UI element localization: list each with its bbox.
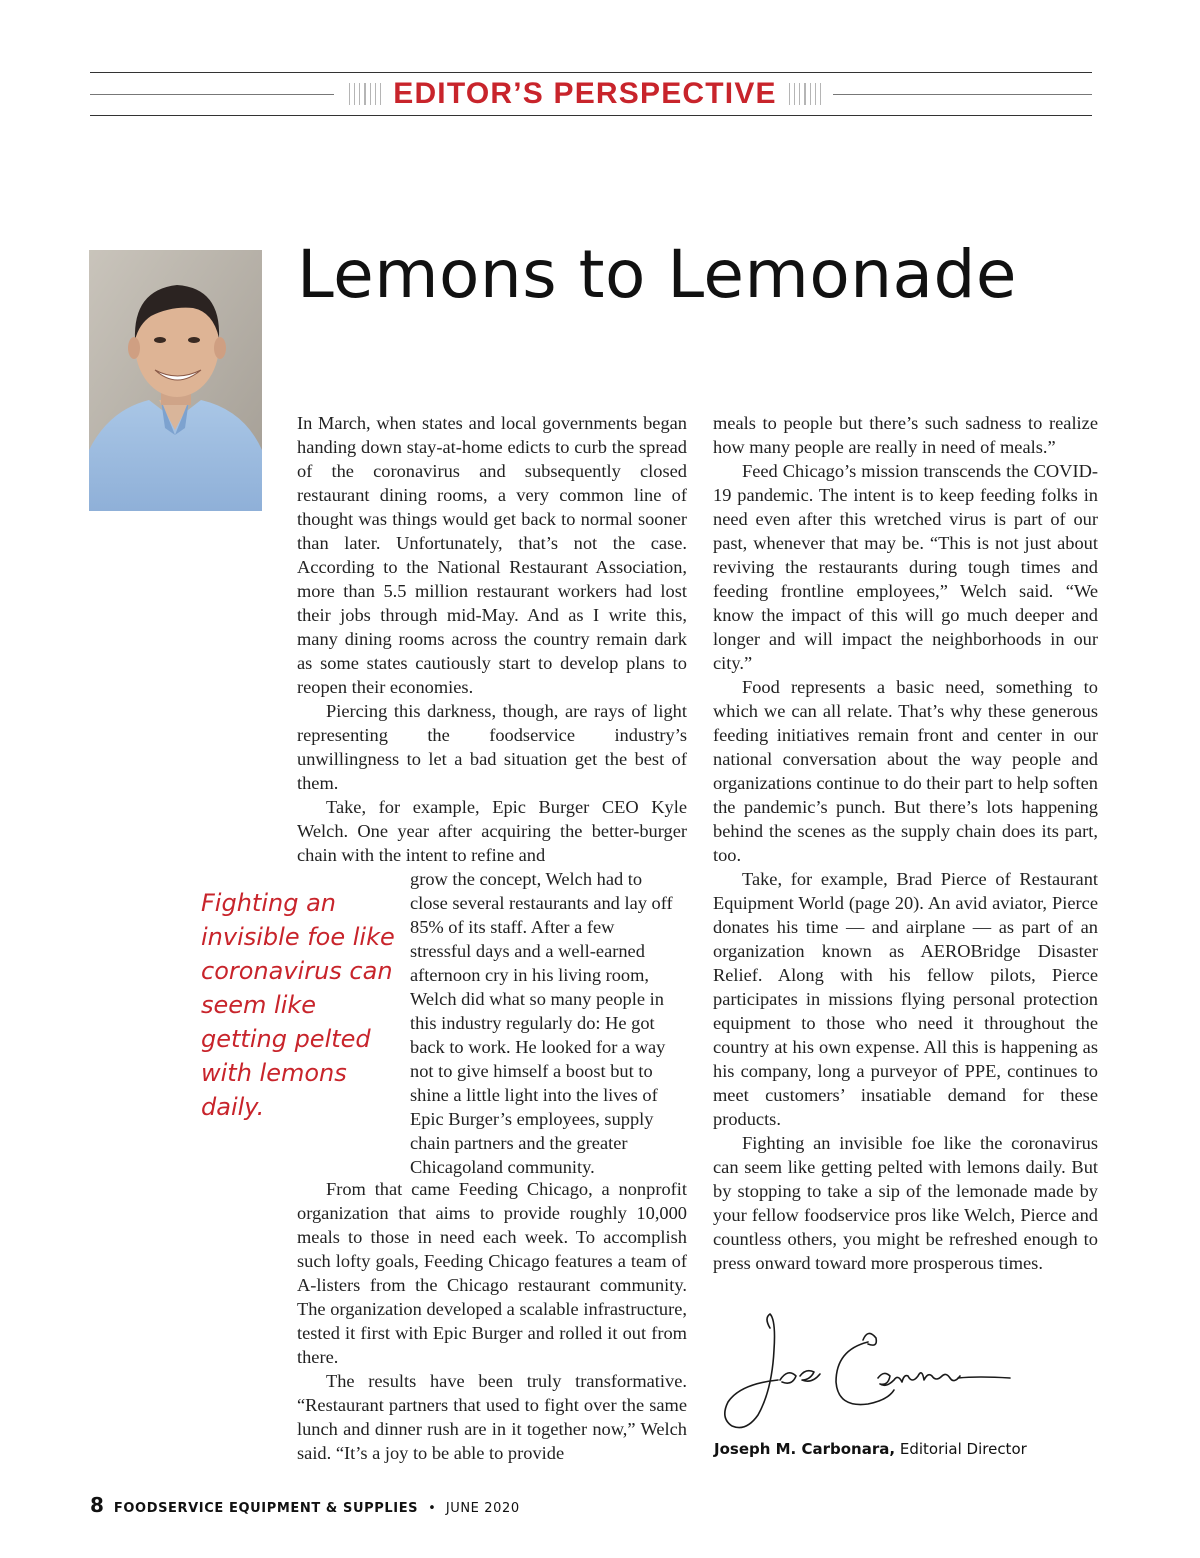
article-column-1-lower xyxy=(297,1177,687,1465)
header-tick-ornament-left xyxy=(349,83,381,105)
paragraph: Feed Chicago’s mission transcends the COVID-19 pandemic. The intent is to keep feeding folks in need even after this wretched virus is part of our past, whenever that may be. “This is not just about reviving the restaurants during tough times and feeding frontline employees,” Welch said. “We know the impact of this will go much deeper and longer and will impact the neighborhoods in our city.” xyxy=(713,461,1098,673)
handwritten-signature xyxy=(718,1310,1018,1435)
article-title: Lemons to Lemonade xyxy=(297,236,1017,313)
issue-date: JUNE 2020 xyxy=(445,1501,520,1516)
header-bottom-rule xyxy=(90,115,1092,116)
paragraph: meals to people but there’s such sadness to realize how many people are really in need of meals.” xyxy=(713,413,1098,457)
page-number: 8 xyxy=(90,1493,104,1517)
section-title: EDITOR’S PERSPECTIVE xyxy=(393,77,777,110)
paragraph: Food represents a basic need, something to which we can all relate. That’s why these generous feeding initiatives remain front and center in our national conversation about the way people and organizations continue to do their part to help soften the pandemic’s punch. But there’s lots happening behind the scenes as the supply chain does its part, too. xyxy=(713,677,1098,865)
paragraph: In March, when states and local governments began handing down stay-at-home edicts to curb the spread of the coronavirus and subsequently closed restaurant dining rooms, a very common line of thought was things would get back to normal sooner than later. Unfortunately, that’s not the case. According to the National Restaurant Association, more than 5.5 million restaurant workers had lost their jobs through mid-May. And as I write this, many dining rooms across the country remain dark as some states cautiously start to develop plans to reopen their economies. xyxy=(297,413,687,697)
paragraph: Fighting an invisible foe like the coronavirus can seem like getting pelted with lemons daily. But by stopping to take a sip of the lemonade made by your fellow foodservice pros like Welch, Pierce and countless others, you might be refreshed enough to press onward toward more prosperous times. xyxy=(713,1133,1098,1273)
author-headshot xyxy=(89,250,262,511)
article-column-2 xyxy=(713,411,1098,1275)
paragraph: The results have been truly transformative. “Restaurant partners that used to fight over the same lunch and dinner rush are in it together now,” Welch said. “It’s a joy to be able to provide xyxy=(297,1371,687,1463)
section-header xyxy=(340,74,830,114)
paragraph: Take, for example, Epic Burger CEO Kyle Welch. One year after acquiring the better-burger chain with the intent to refine and xyxy=(297,797,687,865)
header-right-rule xyxy=(833,94,1092,95)
header-tick-ornament-right xyxy=(789,83,821,105)
editor-name: Joseph M. Carbonara, xyxy=(714,1440,896,1458)
editor-role: Editorial Director xyxy=(899,1440,1027,1458)
footer-separator: • xyxy=(428,1501,436,1516)
publication-name: FOODSERVICE EQUIPMENT & SUPPLIES xyxy=(113,1501,419,1516)
header-left-rule xyxy=(90,94,334,95)
article-column-1-narrow xyxy=(410,867,680,1179)
pull-quote: Fighting an invisible foe like coronavirus can seem like getting pelted with lemons daily. xyxy=(201,889,395,1121)
paragraph: grow the concept, Welch had to close several restaurants and lay off 85% of its staff. After a few stressful days and a well-earned afternoon cry in his living room, Welch did what so many people in this industry regularly do: He got back to work. He looked for a way not to give himself a boost but to shine a little light into the lives of Epic Burger’s employees, supply chain partners and the greater Chicagoland community. xyxy=(410,869,673,1177)
signature-caption xyxy=(714,1440,1074,1458)
paragraph: Take, for example, Brad Pierce of Restaurant Equipment World (page 20). An avid aviator, Pierce donates his time — and airplane — as part of an organization known as AEROBridge Disaster Relief. Along with his fellow pilots, Pierce participates in missions flying personal protection equipment to those who need it throughout the country at his own expense. All this is happening as his company, long a purveyor of PPE, continues to meet customers’ insatiable demand for these products. xyxy=(713,869,1098,1129)
article-column-1-top xyxy=(297,411,687,867)
page-footer xyxy=(90,1493,790,1517)
paragraph: From that came Feeding Chicago, a nonprofit organization that aims to provide roughly 10,000 meals to those in need each week. To accomplish such lofty goals, Feeding Chicago features a team of A-listers from the Chicago restaurant community. The organization developed a scalable infrastructure, tested it first with Epic Burger and rolled it out from there. xyxy=(297,1179,687,1367)
header-top-rule xyxy=(90,72,1092,73)
paragraph: Piercing this darkness, though, are rays of light representing the foodservice industry’s unwillingness to let a bad situation get the best of them. xyxy=(297,701,687,793)
